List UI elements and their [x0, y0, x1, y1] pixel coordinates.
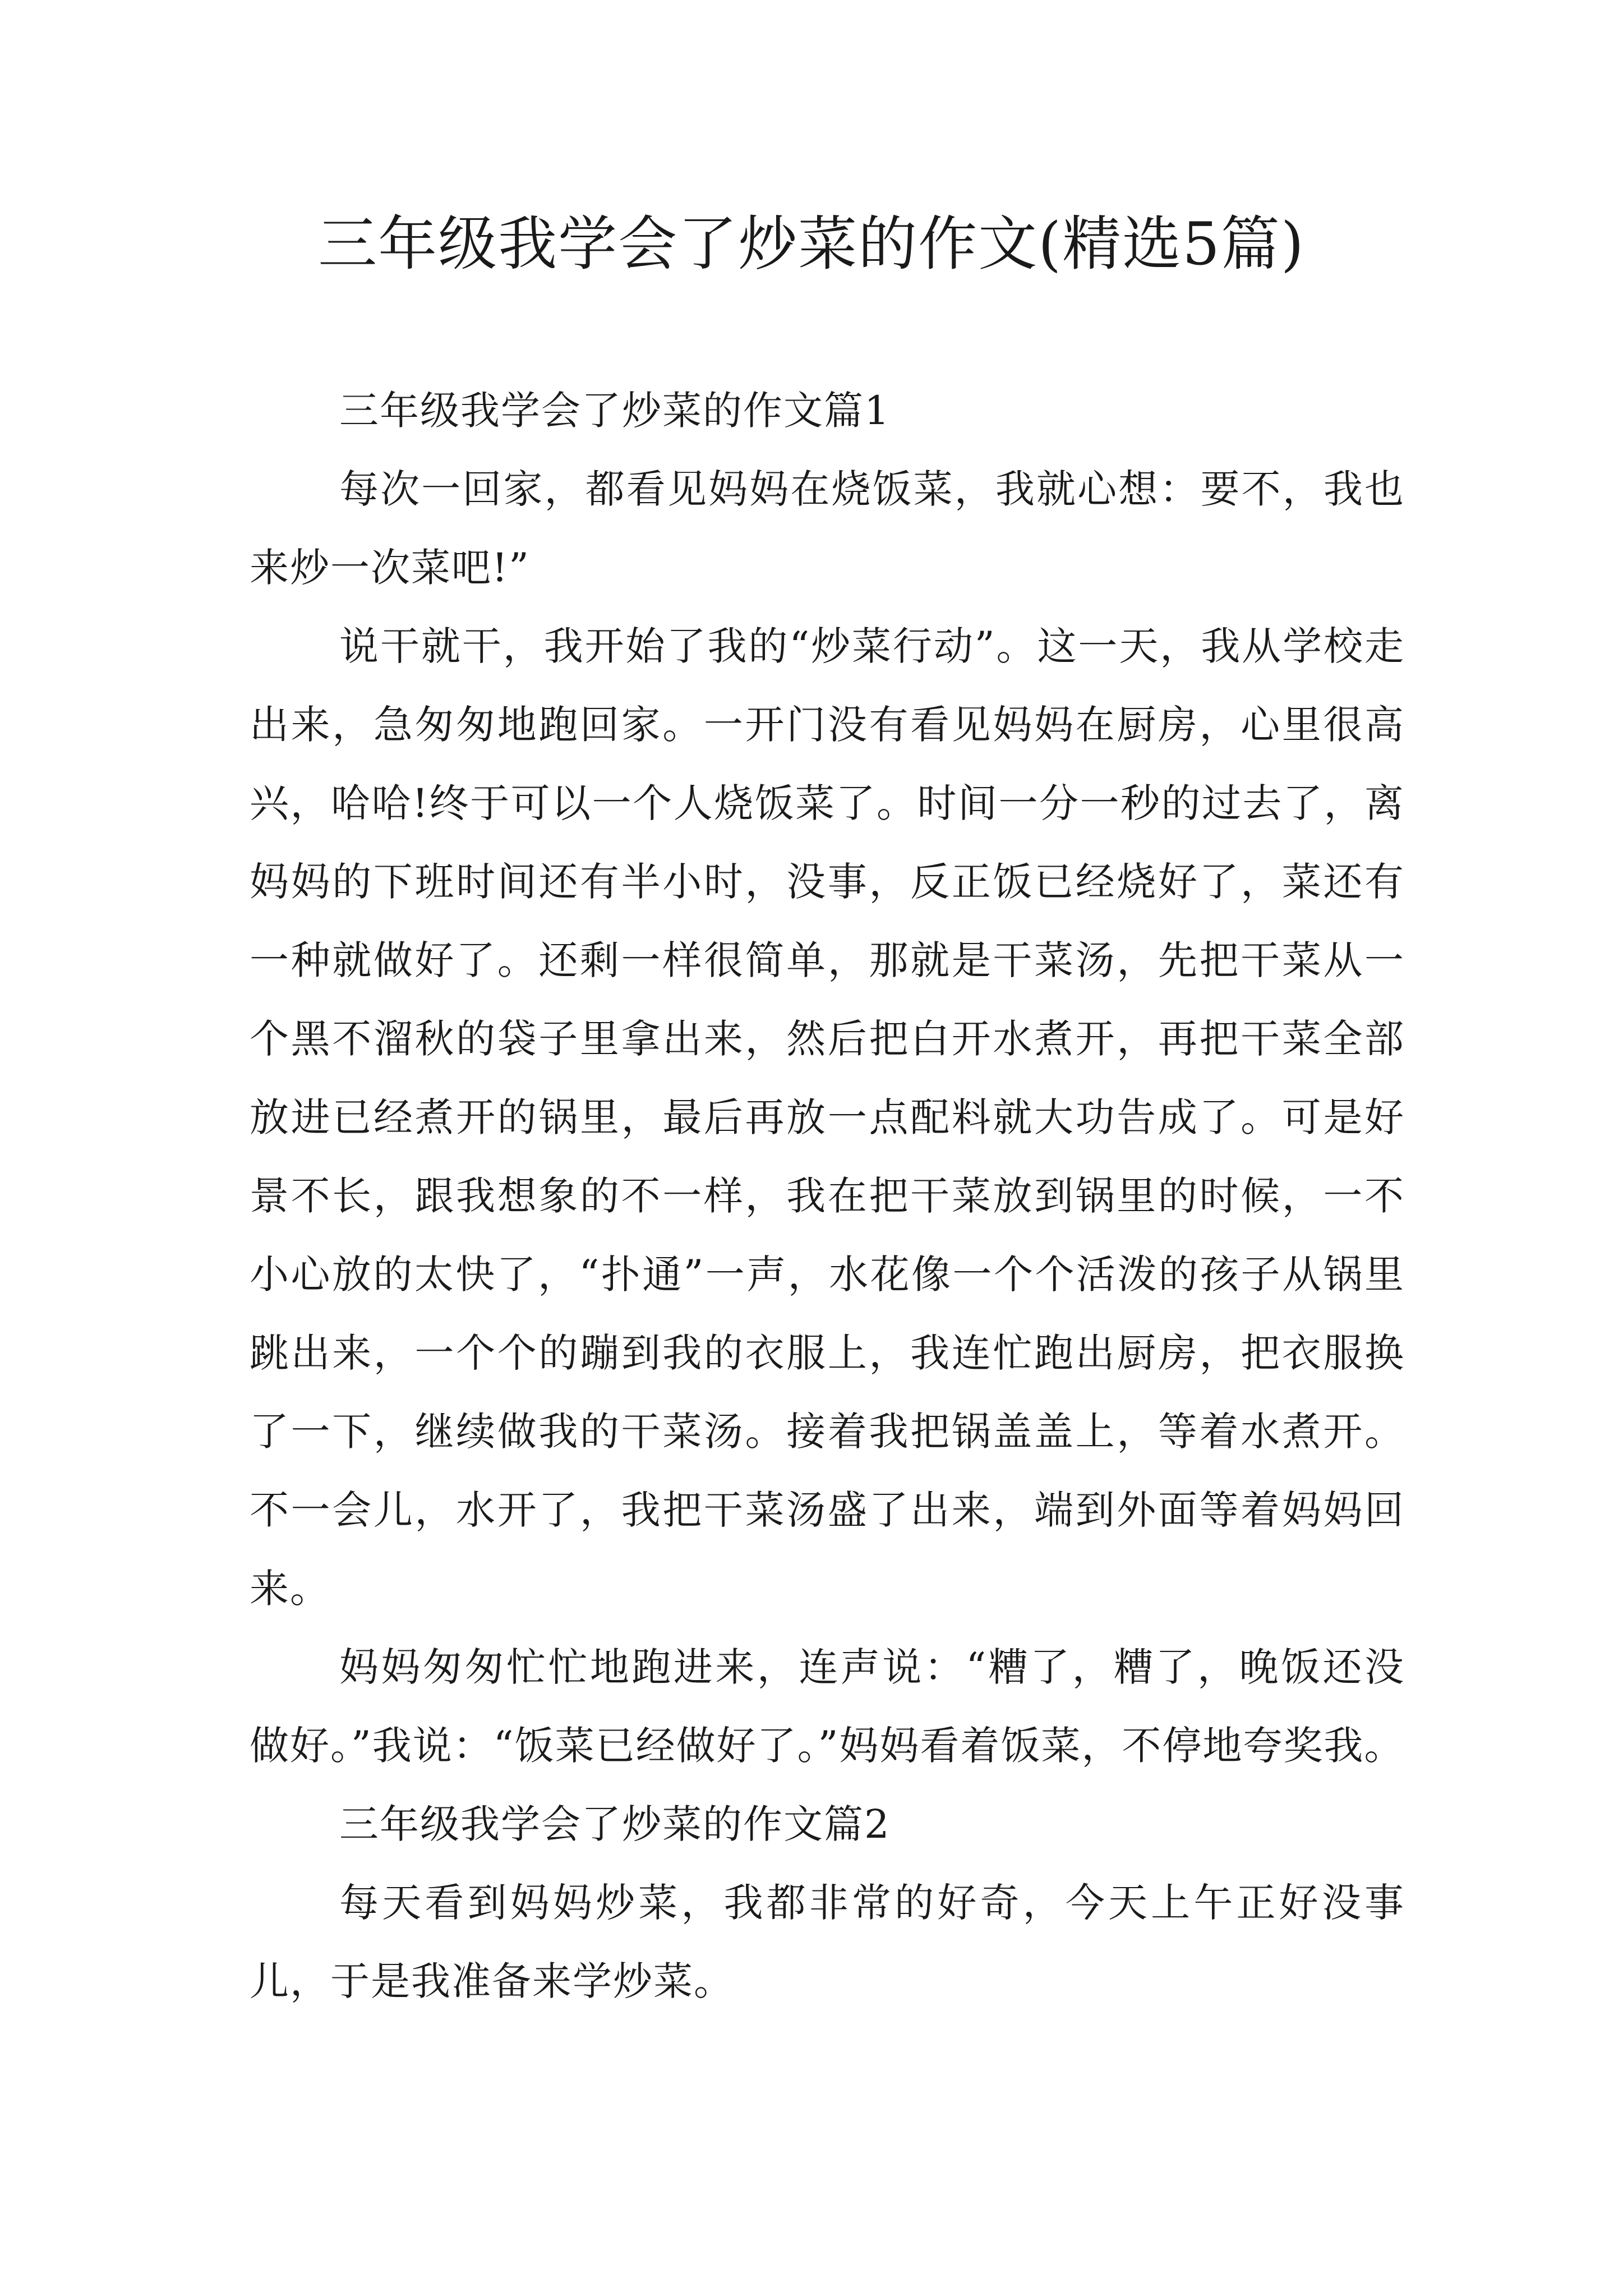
paragraph: 每天看到妈妈炒菜，我都非常的好奇，今天上午正好没事儿，于是我准备来学炒菜。	[250, 1880, 1405, 2004]
paragraph: 妈妈匆匆忙忙地跑进来，连声说：“糟了，糟了，晚饭还没做好。”我说：“饭菜已经做好了。”妈妈看着饭菜，不停地夸奖我。	[250, 1644, 1405, 1769]
document-title: 三年级我学会了炒菜的作文(精选5篇)	[318, 210, 1305, 278]
section-heading-1: 三年级我学会了炒菜的作文篇1	[339, 388, 891, 434]
paragraph: 说干就干，我开始了我的“炒菜行动”。这一天，我从学校走出来，急匆匆地跑回家。一开门没有看见妈妈在厨房，心里很高兴，哈哈!终于可以一个人烧饭菜了。时间一分一秒的过去了，离妈妈的下班时间还有半小时，没事，反正饭已经烧好了，菜还有一种就做好了。还剩一样很简单，那就是干菜汤，先把干菜从一个黑不溜秋的袋子里拿出来，然后把白开水煮开，再把干菜全部放进已经煮开的锅里，最后再放一点配料就大功告成了。可是好景不长，跟我想象的不一样，我在把干菜放到锅里的时候，一不小心放的太快了，“扑通”一声，水花像一个个活泼的孩子从锅里跳出来，一个个的蹦到我的衣服上，我连忙跑出厨房，把衣服换了一下，继续做我的干菜汤。接着我把锅盖盖上，等着水煮开。不一会儿，水开了，我把干菜汤盛了出来，端到外面等着妈妈回来。	[250, 623, 1405, 1612]
paragraph: 每次一回家，都看见妈妈在烧饭菜，我就心想：要不，我也来炒一次菜吧!”	[250, 466, 1405, 591]
section-heading-2: 三年级我学会了炒菜的作文篇2	[339, 1801, 891, 1847]
document-body	[250, 371, 1405, 2021]
